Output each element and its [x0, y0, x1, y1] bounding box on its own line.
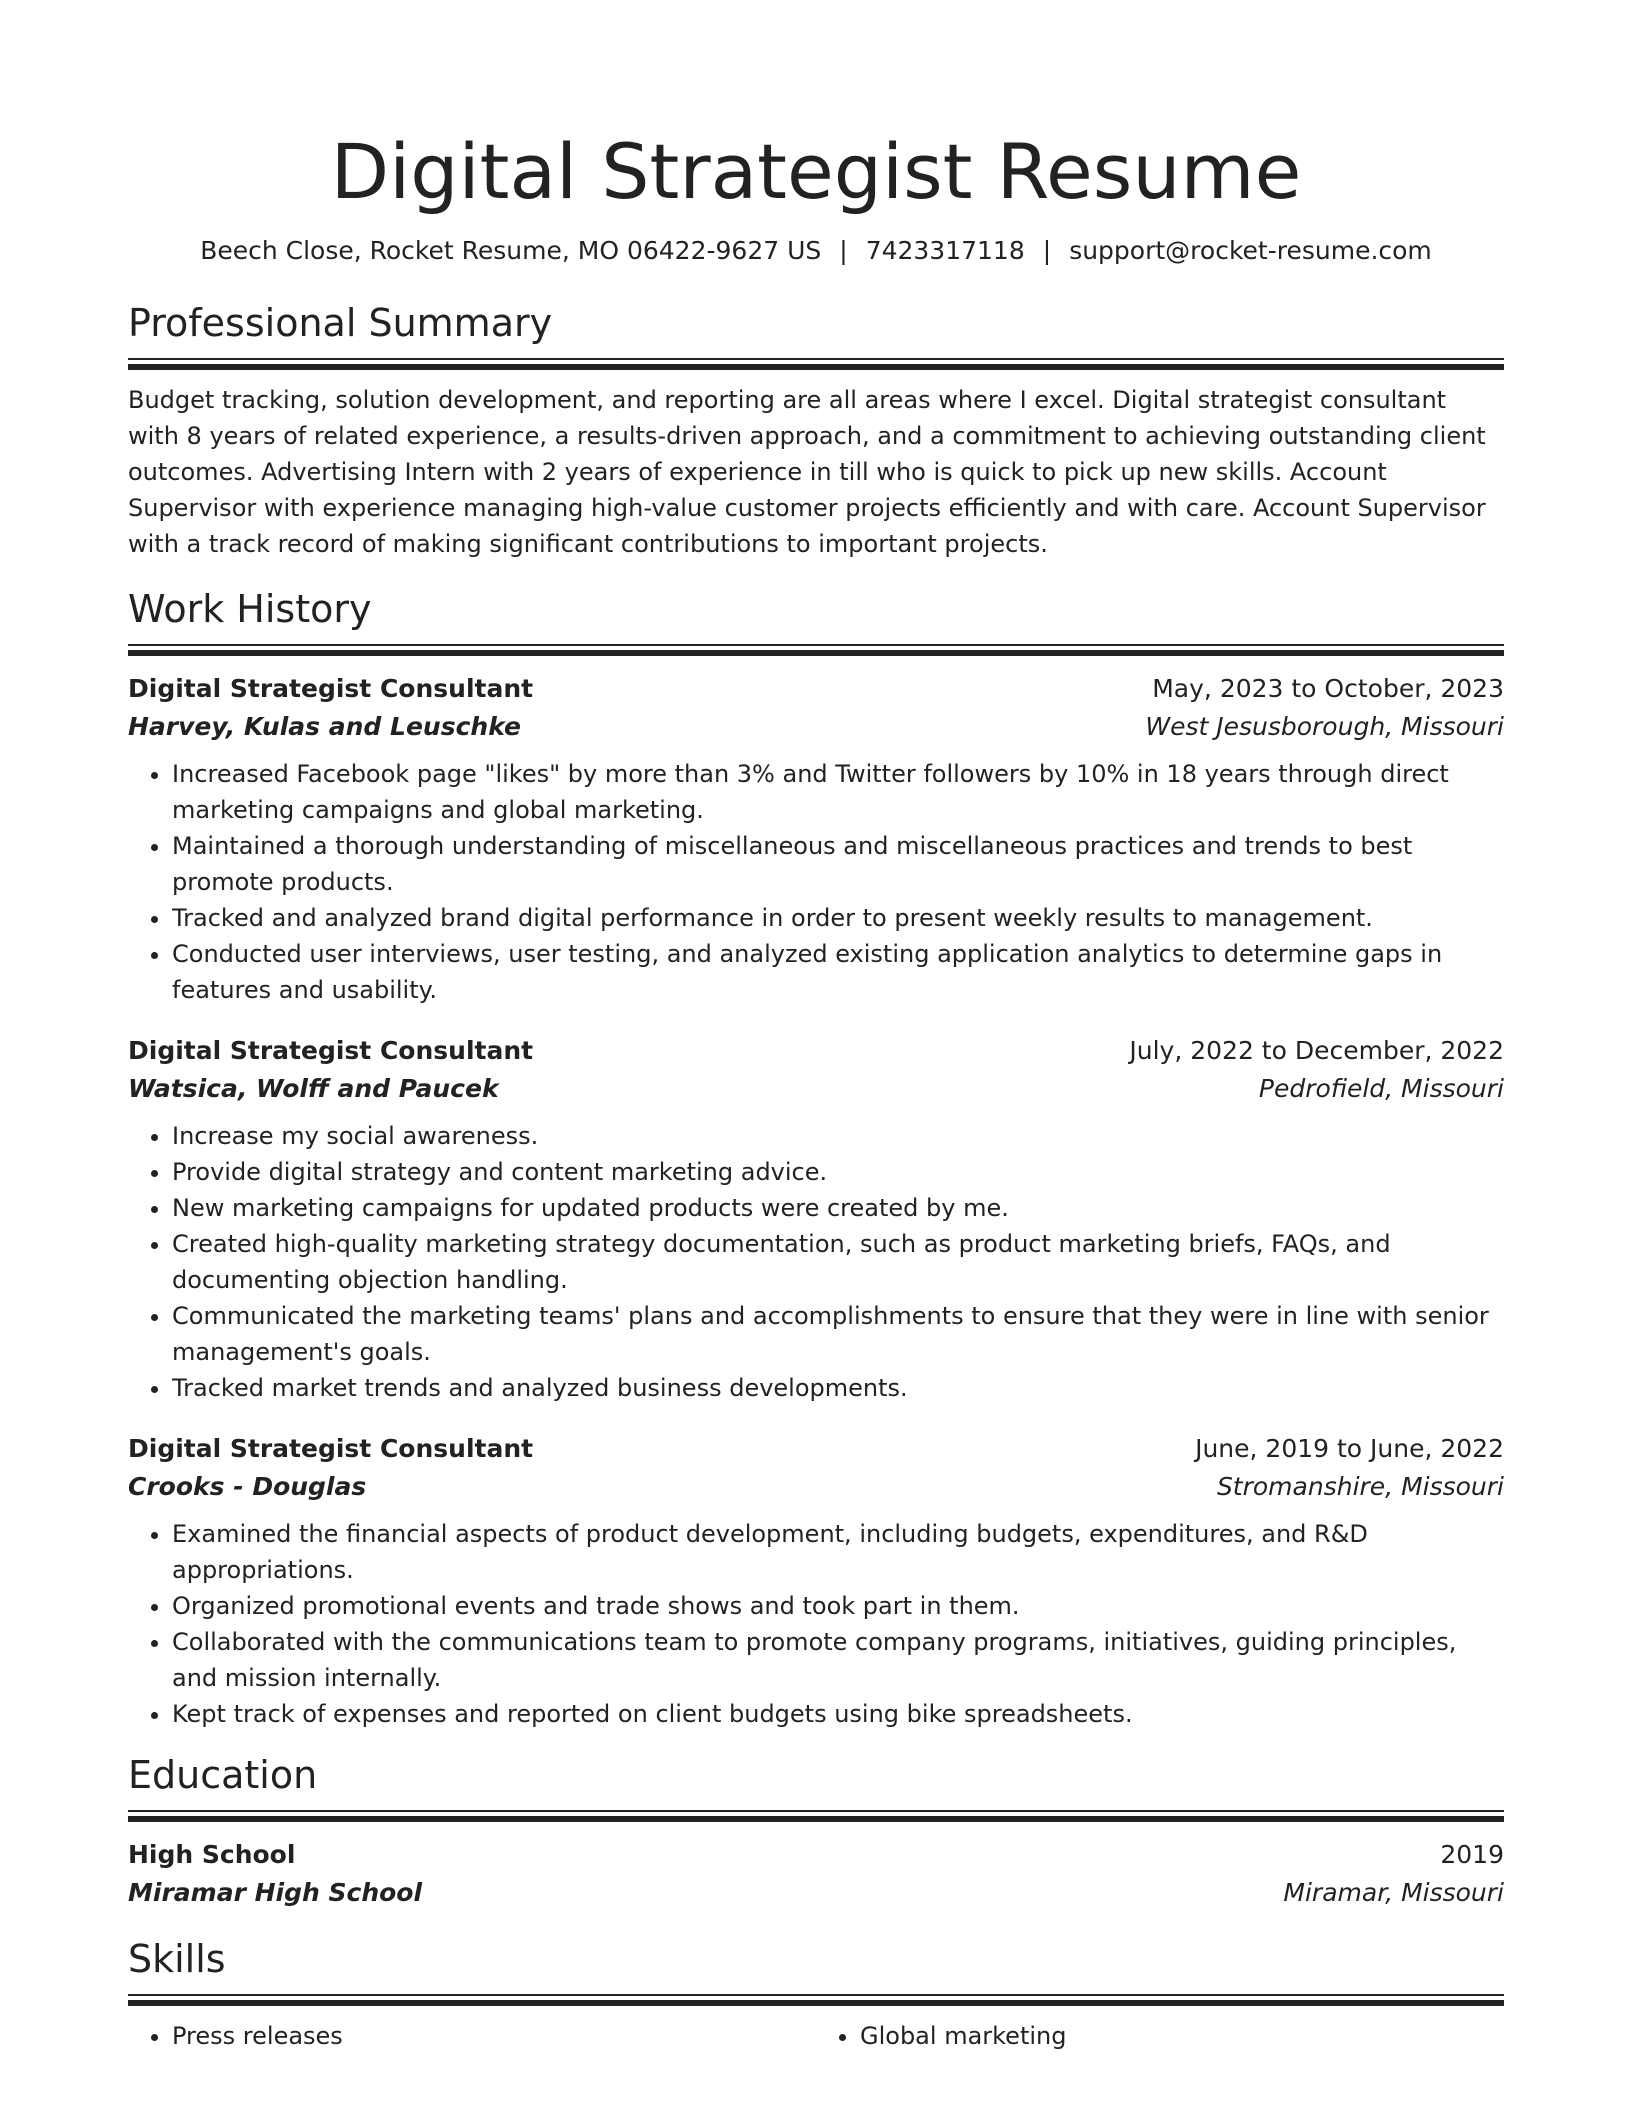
summary-section — [128, 298, 1504, 562]
job-bullets — [128, 1516, 1504, 1732]
job-location: Stromanshire, Missouri — [1216, 1472, 1504, 1501]
job-bullets — [128, 1118, 1504, 1406]
list-item: • Tracked market trends and analyzed business developments. — [172, 1370, 1504, 1406]
section-divider — [128, 644, 1504, 656]
list-item: • Press releases — [172, 2018, 816, 2054]
job-entry — [128, 1032, 1504, 1406]
job-company: Crooks - Douglas — [128, 1472, 367, 1501]
list-item: • New marketing campaigns for updated products were created by me. — [172, 1190, 1504, 1226]
education-school: Miramar High School — [128, 1878, 423, 1907]
contact-phone: 7423317118 — [865, 236, 1025, 265]
list-item: • Global marketing — [860, 2018, 1504, 2054]
job-bullets — [128, 756, 1504, 1008]
contact-separator: | — [839, 236, 848, 265]
list-item: • Conducted user interviews, user testing, and analyzed existing application analytics to determine gaps in features and usability. — [172, 936, 1504, 1008]
job-title: Digital Strategist Consultant — [128, 1036, 534, 1065]
list-item: • Tracked and analyzed brand digital performance in order to present weekly results to management. — [172, 900, 1504, 936]
work-history-section — [128, 584, 1504, 1732]
list-item: • Maintained a thorough understanding of miscellaneous and miscellaneous practices and trends to best promote products. — [172, 828, 1504, 900]
job-company: Watsica, Wolff and Paucek — [128, 1074, 499, 1103]
education-school-row — [128, 1874, 1504, 1912]
education-header-row — [128, 1836, 1504, 1874]
skills-grid — [128, 2018, 1504, 2054]
job-company-row — [128, 708, 1504, 746]
summary-heading: Professional Summary — [128, 301, 553, 345]
job-entry — [128, 670, 1504, 1008]
education-heading: Education — [128, 1753, 318, 1797]
skills-heading: Skills — [128, 1937, 226, 1981]
skills-section — [128, 1934, 1504, 2054]
job-header-row — [128, 1430, 1504, 1468]
skills-column-right — [816, 2018, 1504, 2054]
list-item: • Organized promotional events and trade shows and took part in them. — [172, 1588, 1504, 1624]
list-item: • Communicated the marketing teams' plans and accomplishments to ensure that they were in line with senior management's goals. — [172, 1298, 1504, 1370]
section-divider — [128, 1994, 1504, 2006]
section-divider — [128, 1810, 1504, 1822]
list-item: • Increased Facebook page "likes" by more than 3% and Twitter followers by 10% in 18 years through direct marketing campaigns and global marketing. — [172, 756, 1504, 828]
contact-email: support@rocket-resume.com — [1069, 236, 1432, 265]
job-header-row — [128, 1032, 1504, 1070]
job-entry — [128, 1430, 1504, 1732]
job-location: Pedrofield, Missouri — [1258, 1074, 1504, 1103]
education-location: Miramar, Missouri — [1283, 1878, 1504, 1907]
summary-text: Budget tracking, solution development, and reporting are all areas where I excel. Digital strategist consultant with 8 years of related experience, a results-driven approach, and a commitment to achieving outstanding client outcomes. Advertising Intern with 2 years of experience in till who is quick to pick up new skills. Account Supervisor with experience managing high-value customer projects efficiently and with care. Account Supervisor with a track record of making significant contributions to important projects. — [128, 386, 1486, 558]
education-section — [128, 1750, 1504, 1912]
contact-separator: | — [1042, 236, 1052, 265]
job-dates: May, 2023 to October, 2023 — [1152, 674, 1504, 703]
work-history-heading: Work History — [128, 587, 372, 631]
job-header-row — [128, 670, 1504, 708]
job-title: Digital Strategist Consultant — [128, 674, 534, 703]
job-company: Harvey, Kulas and Leuschke — [128, 712, 521, 741]
section-divider — [128, 358, 1504, 370]
list-item: • Kept track of expenses and reported on client budgets using bike spreadsheets. — [172, 1696, 1504, 1732]
list-item: • Examined the financial aspects of product development, including budgets, expenditures, and R&D appropriations. — [172, 1516, 1504, 1588]
list-item: • Increase my social awareness. — [172, 1118, 1504, 1154]
list-item: • Created high-quality marketing strategy documentation, such as product marketing briefs, FAQs, and documenting objection handling. — [172, 1226, 1504, 1298]
skills-column-left — [128, 2018, 816, 2054]
job-dates: July, 2022 to December, 2022 — [1129, 1036, 1504, 1065]
education-degree: High School — [128, 1840, 296, 1869]
job-company-row — [128, 1468, 1504, 1506]
list-item: • Collaborated with the communications team to promote company programs, initiatives, guiding principles, and mission internally. — [172, 1624, 1504, 1696]
job-location: West Jesusborough, Missouri — [1145, 712, 1504, 741]
contact-line — [128, 234, 1504, 268]
contact-address: Beech Close, Rocket Resume, MO 06422-9627 US — [200, 236, 822, 265]
list-item: • Provide digital strategy and content marketing advice. — [172, 1154, 1504, 1190]
job-title: Digital Strategist Consultant — [128, 1434, 534, 1463]
resume-title: Digital Strategist Resume — [330, 127, 1302, 216]
resume-page — [128, 0, 1504, 2054]
job-dates: June, 2019 to June, 2022 — [1195, 1434, 1504, 1463]
job-company-row — [128, 1070, 1504, 1108]
education-year: 2019 — [1440, 1840, 1504, 1869]
